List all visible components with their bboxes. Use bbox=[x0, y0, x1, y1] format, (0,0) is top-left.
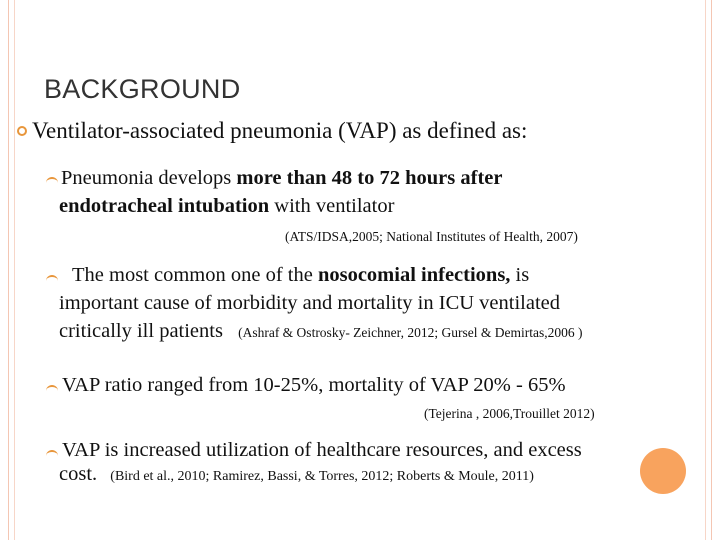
bullet-3-citation: (Tejerina , 2006,Trouillet 2012) bbox=[424, 406, 595, 421]
main-bullet: Ventilator-associated pneumonia (VAP) as defined as: bbox=[32, 118, 528, 143]
bullet-2-bold: nosocomial infections, bbox=[317, 264, 511, 286]
bullet-1-line-1 bbox=[61, 167, 502, 190]
bullet-2-citation: (Ashraf & Ostrosky- Zeichner, 2012; Gursel & Demirtas,2006 ) bbox=[238, 325, 583, 340]
bullet-1-bold-1: more than 48 to 72 hours after bbox=[236, 167, 503, 189]
bullet-1-pre: Pneumonia develops bbox=[61, 167, 237, 189]
bullet-1-citation: (ATS/IDSA,2005; National Institutes of Health, 2007) bbox=[285, 229, 578, 244]
bullet-2-line-2: important cause of morbidity and mortality in ICU ventilated bbox=[59, 292, 560, 314]
sub-bullet-icon bbox=[46, 275, 58, 283]
bullet-1-bold-2: endotracheal intubation bbox=[59, 195, 270, 217]
sub-bullet-icon bbox=[46, 450, 58, 458]
bullet-1-line-2 bbox=[59, 195, 394, 218]
bullet-4-line-2 bbox=[59, 463, 534, 486]
bullet-2-pre: The most common one of the bbox=[72, 264, 318, 286]
bullet-2-post: is bbox=[510, 264, 530, 286]
sub-bullet-icon bbox=[46, 385, 58, 393]
bullet-4-citation: (Bird et al., 2010; Ramirez, Bassi, & Torres, 2012; Roberts & Moule, 2011) bbox=[110, 469, 534, 484]
bullet-ring-icon bbox=[17, 126, 27, 136]
sub-bullet-icon bbox=[46, 177, 58, 185]
decorative-circle bbox=[640, 448, 686, 494]
bullet-1-post: with ventilator bbox=[269, 195, 395, 217]
bullet-2-line-3 bbox=[59, 320, 582, 343]
bullet-2-line-1 bbox=[72, 264, 529, 287]
bullet-4-line-2-text: cost. bbox=[59, 463, 98, 485]
bullet-4-line-1: VAP is increased utilization of healthcare resources, and excess bbox=[62, 439, 582, 461]
bullet-3-text: VAP ratio ranged from 10-25%, mortality of VAP 20% - 65% bbox=[62, 374, 566, 396]
slide-title: BACKGROUND bbox=[44, 74, 241, 104]
bullet-2-line-3-text: critically ill patients bbox=[59, 320, 223, 342]
